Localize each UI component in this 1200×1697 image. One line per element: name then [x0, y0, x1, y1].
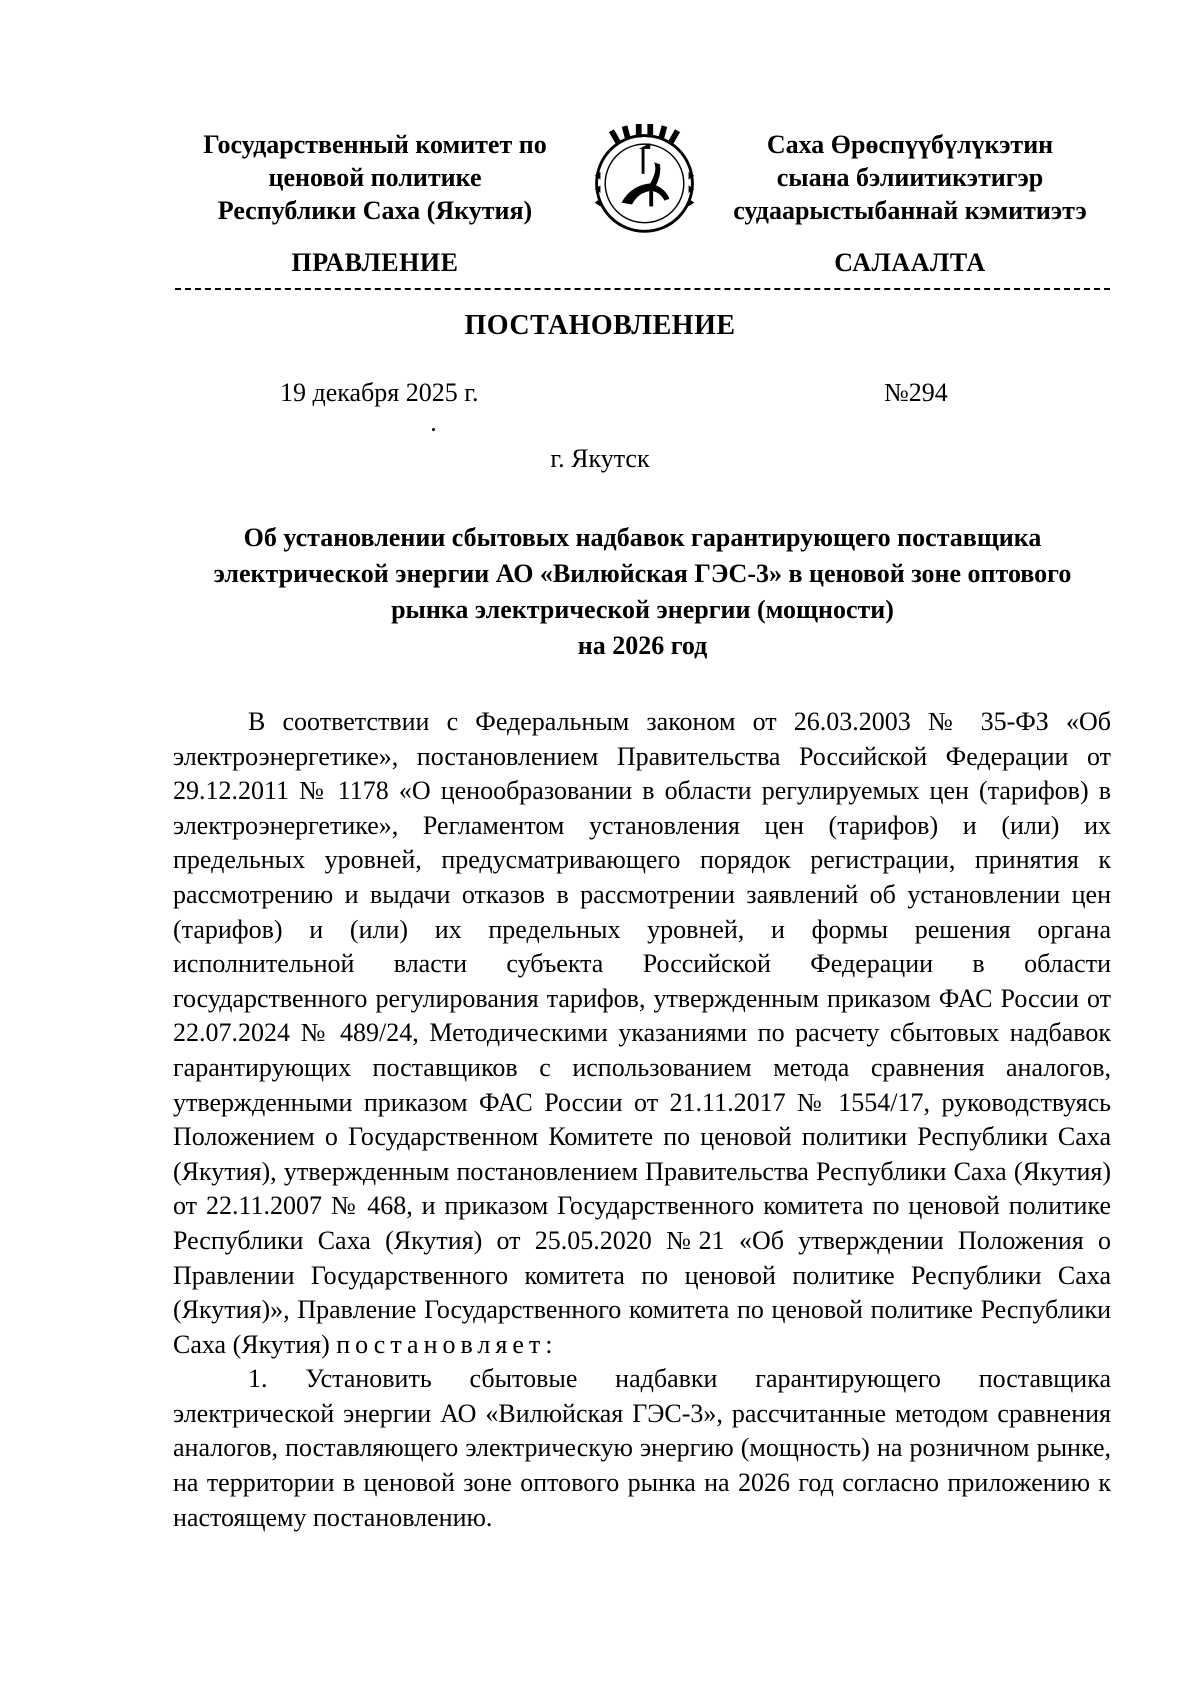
org-name-sah-line: Саха Өрөспүүбүлүкэтин [766, 130, 1054, 159]
title-line: на 2026 год [577, 631, 708, 660]
org-name-ru-line: Республики Саха (Якутия) [217, 196, 533, 225]
org-name-ru-line: ценовой политике [268, 163, 482, 192]
board-label-russian: ПРАВЛЕНИЕ [291, 248, 459, 277]
document-date: 19 декабря 2025 г. [280, 378, 479, 407]
org-name-ru-line: Государственный комитет по [203, 130, 547, 159]
org-name-sakha [710, 128, 1110, 227]
document-title [175, 520, 1110, 664]
item-1-paragraph: 1. Установить сбытовые надбавки гарантирующего поставщика электрической энергии АО «Вилюйская ГЭС-3», рассчитанные методом сравнения аналогов, поставляющего электрическую энергию (мощность) на розничном рынке, на территории в ценовой зоне оптового рынка на 2026 год согласно приложению к настоящему постановлению. [173, 1364, 1111, 1532]
document-number: №294 [884, 378, 948, 407]
letterhead [0, 128, 1200, 238]
coat-of-arms-icon [587, 124, 702, 239]
org-name-sah-line: судаарыстыбаннай кэмитиэтэ [733, 196, 1087, 225]
org-name-sah-line: сыана бэлиитикэтигэр [776, 163, 1044, 192]
org-name-russian [175, 128, 575, 227]
title-line: Об установлении сбытовых надбавок гарантирующего поставщика [243, 523, 1042, 552]
decree-word: постановляет: [336, 1329, 558, 1359]
title-line: рынка электрической энергии (мощности) [391, 595, 894, 624]
document-city: г. Якутск [550, 444, 650, 473]
preamble-paragraph [173, 705, 1111, 1362]
document-body [173, 705, 1111, 1535]
title-line: электрической энергии АО «Вилюйская ГЭС-3» в ценовой зоне оптового [213, 559, 1072, 588]
stray-dot [432, 428, 435, 431]
document-type: ПОСТАНОВЛЕНИЕ [464, 310, 736, 341]
board-label-sakha: САЛААЛТА [834, 248, 986, 277]
preamble-text: В соответствии с Федеральным законом от 26.03.2003 № 35-ФЗ «Об электроэнергетике», постановлением Правительства Российской Федерации от 29.12.2011 № 1178 «О ценообразовании в области регулируемых цен (тарифов) в электроэнергетике», Регламентом установления цен (тарифов) и (или) их предельных уровней, предусматривающего порядок регистрации, принятия к рассмотрению и выдачи отказов в рассмотрении заявлений об установлении цен (тарифов) и (или) их предельных уровней, и формы решения органа исполнительной власти субъекта Российской Федерации в области государственного регулирования тарифов, утвержденным приказом ФАС России от 22.07.2024 № 489/24, Методическими указаниями по расчету сбытовых надбавок гарантирующих поставщиков с использованием метода сравнения аналогов, утвержденными приказом ФАС России от 21.11.2017 № 1554/17, руководствуясь Положением о Государственном Комитете по ценовой политики Республики Саха (Якутия), утвержденным постановлением Правительства Республики Саха (Якутия) от 22.11.2007 № 468, и приказом Государственного комитета по ценовой политике Республики Саха (Якутия) от 25.05.2020 №21 «Об утверждении Положения о Правлении Государственного комитета по ценовой политике Республики Саха (Якутия)», Правление Государственного комитета по ценовой политике Республики Саха (Якутия) [173, 707, 1111, 1359]
header-divider [175, 288, 1110, 290]
